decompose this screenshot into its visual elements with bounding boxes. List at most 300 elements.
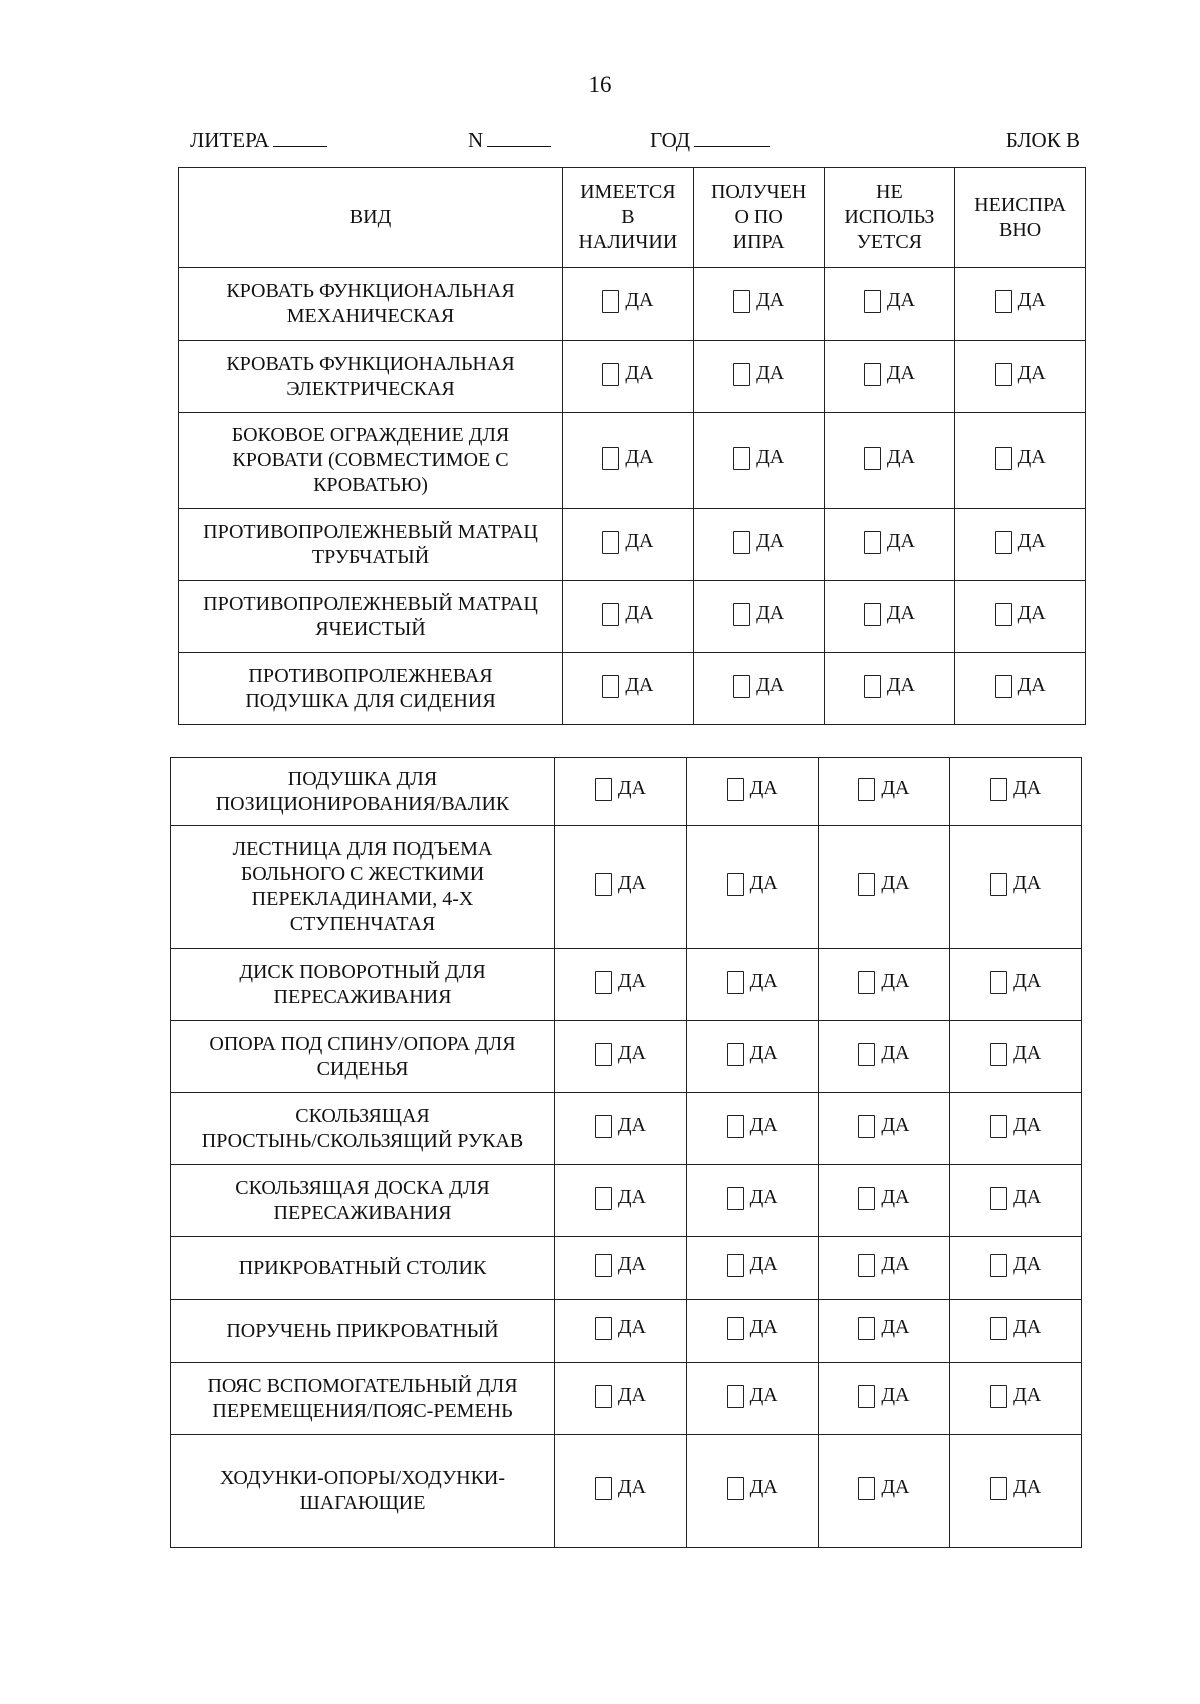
checkbox-square-icon[interactable] [595,1385,612,1408]
litera-blank[interactable] [273,128,327,147]
table-row [171,1363,1082,1435]
cell-available [563,581,694,653]
checkbox-received-ipra[interactable] [727,1113,778,1138]
table-row [179,268,1086,341]
checkbox-not-used[interactable] [864,445,915,470]
checkbox-available[interactable] [595,1475,646,1500]
equipment-table-1 [178,167,1086,725]
checkbox-not-used[interactable] [858,1315,909,1340]
cell-available [555,949,687,1021]
checkbox-not-used[interactable] [864,361,915,386]
checkbox-square-icon[interactable] [864,290,881,313]
cell-faulty [950,1021,1082,1093]
cell-not-used [824,581,955,653]
checkbox-available[interactable] [595,969,646,994]
checkbox-label: ДА [749,776,778,799]
checkbox-faulty[interactable] [990,1185,1041,1210]
equipment-name: ПРОТИВОПРОЛЕЖНЕВЫЙ МАТРАЦ ЯЧЕИСТЫЙ [179,581,563,653]
checkbox-square-icon[interactable] [995,447,1012,470]
checkbox-received-ipra[interactable] [733,529,784,554]
checkbox-received-ipra[interactable] [727,1041,778,1066]
checkbox-not-used[interactable] [864,601,915,626]
column-header-available: ИМЕЕТСЯ В НАЛИЧИИ [563,168,694,268]
checkbox-square-icon[interactable] [595,1317,612,1340]
cell-received-ipra [686,1165,818,1237]
checkbox-faulty[interactable] [990,1252,1041,1277]
checkbox-label: ДА [881,969,910,992]
checkbox-square-icon[interactable] [733,675,750,698]
checkbox-received-ipra[interactable] [727,1252,778,1277]
checkbox-label: ДА [1013,1383,1042,1406]
cell-faulty [950,1300,1082,1363]
litera-label: ЛИТЕРА [190,128,270,152]
number-blank[interactable] [487,128,551,147]
cell-faulty [950,949,1082,1021]
checkbox-label: ДА [617,1316,646,1338]
cell-received-ipra [693,653,824,725]
checkbox-square-icon[interactable] [727,1254,744,1277]
checkbox-label: ДА [1013,1253,1042,1275]
cell-received-ipra [693,581,824,653]
cell-available [555,1237,687,1300]
checkbox-label: ДА [749,1316,778,1338]
cell-faulty [955,581,1086,653]
checkbox-faulty[interactable] [995,673,1046,698]
checkbox-label: ДА [1017,529,1046,552]
checkbox-faulty[interactable] [990,969,1041,994]
cell-available [555,758,687,826]
cell-available [555,826,687,949]
checkbox-label: ДА [886,445,915,468]
table-row [171,826,1082,949]
table-row [171,949,1082,1021]
number-label: N [468,128,484,152]
checkbox-label: ДА [749,969,778,992]
table-header-row [179,168,1086,268]
checkbox-label: ДА [1017,601,1046,624]
cell-not-used [818,1021,950,1093]
checkbox-label: ДА [886,289,915,311]
checkbox-label: ДА [881,776,910,799]
checkbox-label: ДА [617,776,646,799]
table-row [171,1435,1082,1548]
checkbox-square-icon[interactable] [995,363,1012,386]
column-header-vid: ВИД [179,168,563,268]
cell-not-used [818,1300,950,1363]
checkbox-square-icon[interactable] [727,1477,744,1500]
cell-available [555,1300,687,1363]
cell-faulty [950,1363,1082,1435]
number-field[interactable] [468,128,551,153]
cell-available [563,268,694,341]
cell-faulty [955,268,1086,341]
checkbox-not-used[interactable] [858,1041,909,1066]
checkbox-label: ДА [617,1383,646,1406]
equipment-name: КРОВАТЬ ФУНКЦИОНАЛЬНАЯ МЕХАНИЧЕСКАЯ [179,268,563,341]
equipment-name: СКОЛЬЗЯЩАЯ ПРОСТЫНЬ/СКОЛЬЗЯЩИЙ РУКАВ [171,1093,555,1165]
checkbox-label: ДА [749,1113,778,1136]
checkbox-square-icon[interactable] [733,531,750,554]
checkbox-received-ipra[interactable] [727,871,778,896]
cell-received-ipra [686,758,818,826]
checkbox-label: ДА [881,1185,910,1208]
cell-not-used [818,1435,950,1548]
checkbox-received-ipra[interactable] [727,1475,778,1500]
checkbox-label: ДА [1013,872,1042,894]
checkbox-square-icon[interactable] [733,363,750,386]
checkbox-faulty[interactable] [995,445,1046,470]
checkbox-label: ДА [1013,1113,1042,1136]
checkbox-label: ДА [756,445,785,468]
checkbox-label: ДА [625,361,654,384]
checkbox-square-icon[interactable] [595,778,612,801]
checkbox-available[interactable] [602,361,653,386]
checkbox-label: ДА [625,673,654,696]
checkbox-received-ipra[interactable] [733,673,784,698]
checkbox-faulty[interactable] [995,361,1046,386]
checkbox-label: ДА [886,601,915,624]
checkbox-square-icon[interactable] [990,1043,1007,1066]
checkbox-available[interactable] [595,1041,646,1066]
checkbox-label: ДА [1017,361,1046,384]
checkbox-not-used[interactable] [858,1383,909,1408]
table-row [171,758,1082,826]
checkbox-received-ipra[interactable] [733,445,784,470]
checkbox-square-icon[interactable] [733,290,750,313]
cell-not-used [824,653,955,725]
checkbox-square-icon[interactable] [733,447,750,470]
cell-available [555,1021,687,1093]
checkbox-received-ipra[interactable] [733,361,784,386]
checkbox-received-ipra[interactable] [733,601,784,626]
cell-received-ipra [686,1363,818,1435]
cell-received-ipra [693,413,824,509]
equipment-name: ХОДУНКИ-ОПОРЫ/ХОДУНКИ- ШАГАЮЩИЕ [171,1435,555,1548]
cell-received-ipra [693,268,824,341]
cell-faulty [950,1093,1082,1165]
checkbox-label: ДА [756,289,785,311]
checkbox-square-icon[interactable] [602,675,619,698]
checkbox-square-icon[interactable] [727,971,744,994]
checkbox-label: ДА [881,1476,910,1498]
checkbox-square-icon[interactable] [864,603,881,626]
checkbox-available[interactable] [595,776,646,801]
checkbox-not-used[interactable] [864,288,915,313]
year-blank[interactable] [694,128,770,147]
checkbox-square-icon[interactable] [595,1043,612,1066]
checkbox-label: ДА [1017,445,1046,468]
checkbox-square-icon[interactable] [864,531,881,554]
checkbox-label: ДА [881,1041,910,1064]
column-header-faulty: НЕИСПРА ВНО [955,168,1086,268]
checkbox-square-icon[interactable] [858,971,875,994]
column-header-received-ipra: ПОЛУЧЕН О ПО ИПРА [693,168,824,268]
table-row [171,1300,1082,1363]
checkbox-received-ipra[interactable] [727,1185,778,1210]
checkbox-square-icon[interactable] [864,675,881,698]
cell-available [555,1363,687,1435]
checkbox-square-icon[interactable] [727,873,744,896]
checkbox-not-used[interactable] [858,1475,909,1500]
checkbox-label: ДА [886,529,915,552]
checkbox-square-icon[interactable] [733,603,750,626]
checkbox-square-icon[interactable] [602,447,619,470]
equipment-name: СКОЛЬЗЯЩАЯ ДОСКА ДЛЯ ПЕРЕСАЖИВАНИЯ [171,1165,555,1237]
checkbox-square-icon[interactable] [858,1043,875,1066]
checkbox-square-icon[interactable] [595,1477,612,1500]
checkbox-faulty[interactable] [990,1383,1041,1408]
equipment-name: ПОЯС ВСПОМОГАТЕЛЬНЫЙ ДЛЯ ПЕРЕМЕЩЕНИЯ/ПОЯС-РЕМЕНЬ [171,1363,555,1435]
checkbox-label: ДА [881,1316,910,1338]
checkbox-available[interactable] [595,871,646,896]
checkbox-square-icon[interactable] [990,1254,1007,1277]
checkbox-square-icon[interactable] [727,1115,744,1138]
checkbox-label: ДА [625,601,654,624]
cell-available [563,413,694,509]
checkbox-received-ipra[interactable] [727,1315,778,1340]
checkbox-square-icon[interactable] [858,1254,875,1277]
checkbox-label: ДА [756,361,785,384]
checkbox-label: ДА [1013,1041,1042,1064]
checkbox-not-used[interactable] [864,529,915,554]
checkbox-label: ДА [617,872,646,894]
checkbox-not-used[interactable] [858,969,909,994]
checkbox-label: ДА [749,1253,778,1275]
checkbox-label: ДА [756,673,785,696]
checkbox-available[interactable] [595,1383,646,1408]
cell-faulty [955,653,1086,725]
cell-received-ipra [686,1237,818,1300]
table-row [171,1093,1082,1165]
cell-available [555,1093,687,1165]
checkbox-faulty[interactable] [990,1315,1041,1340]
equipment-name: ДИСК ПОВОРОТНЫЙ ДЛЯ ПЕРЕСАЖИВАНИЯ [171,949,555,1021]
checkbox-faulty[interactable] [990,871,1041,896]
cell-not-used [818,1363,950,1435]
cell-received-ipra [686,1300,818,1363]
checkbox-faulty[interactable] [995,529,1046,554]
table-row [179,509,1086,581]
checkbox-square-icon[interactable] [864,363,881,386]
checkbox-square-icon[interactable] [602,603,619,626]
cell-available [555,1435,687,1548]
checkbox-square-icon[interactable] [990,1115,1007,1138]
checkbox-label: ДА [617,1185,646,1208]
checkbox-label: ДА [756,601,785,624]
checkbox-square-icon[interactable] [858,1187,875,1210]
checkbox-square-icon[interactable] [995,531,1012,554]
checkbox-square-icon[interactable] [602,363,619,386]
checkbox-available[interactable] [602,673,653,698]
checkbox-square-icon[interactable] [727,1317,744,1340]
checkbox-square-icon[interactable] [727,1187,744,1210]
equipment-name: ПОРУЧЕНЬ ПРИКРОВАТНЫЙ [171,1300,555,1363]
equipment-name: ПРОТИВОПРОЛЕЖНЕВЫЙ МАТРАЦ ТРУБЧАТЫЙ [179,509,563,581]
checkbox-label: ДА [617,1041,646,1064]
checkbox-square-icon[interactable] [995,675,1012,698]
checkbox-square-icon[interactable] [990,971,1007,994]
checkbox-square-icon[interactable] [858,1477,875,1500]
checkbox-label: ДА [1017,673,1046,696]
checkbox-square-icon[interactable] [858,778,875,801]
litera-field[interactable] [190,128,327,153]
checkbox-square-icon[interactable] [727,778,744,801]
checkbox-label: ДА [1013,1316,1042,1338]
checkbox-square-icon[interactable] [727,1043,744,1066]
cell-not-used [818,1237,950,1300]
checkbox-label: ДА [625,445,654,468]
checkbox-not-used[interactable] [864,673,915,698]
checkbox-available[interactable] [595,1252,646,1277]
cell-available [563,509,694,581]
checkbox-not-used[interactable] [858,871,909,896]
cell-not-used [824,509,955,581]
cell-faulty [955,509,1086,581]
cell-faulty [955,413,1086,509]
year-field[interactable] [650,128,770,153]
checkbox-label: ДА [881,1253,910,1275]
cell-received-ipra [686,1093,818,1165]
checkbox-label: ДА [886,673,915,696]
year-label: ГОД [650,128,691,152]
checkbox-faulty[interactable] [990,1475,1041,1500]
checkbox-label: ДА [1013,1476,1042,1498]
checkbox-square-icon[interactable] [602,531,619,554]
block-label: БЛОК В [1005,128,1080,152]
checkbox-available[interactable] [602,601,653,626]
checkbox-not-used[interactable] [858,1185,909,1210]
cell-not-used [818,949,950,1021]
checkbox-label: ДА [1013,1185,1042,1208]
cell-not-used [824,341,955,413]
checkbox-faulty[interactable] [995,601,1046,626]
table-row [179,341,1086,413]
checkbox-not-used[interactable] [858,1252,909,1277]
checkbox-label: ДА [886,361,915,384]
checkbox-label: ДА [617,1113,646,1136]
checkbox-square-icon[interactable] [858,873,875,896]
checkbox-square-icon[interactable] [602,290,619,313]
checkbox-received-ipra[interactable] [727,1383,778,1408]
checkbox-not-used[interactable] [858,776,909,801]
checkbox-label: ДА [881,872,910,894]
equipment-name: ПРИКРОВАТНЫЙ СТОЛИК [171,1237,555,1300]
page-number: 16 [588,72,612,97]
column-header-not-used: НЕ ИСПОЛЬЗ УЕТСЯ [824,168,955,268]
checkbox-square-icon[interactable] [990,1187,1007,1210]
cell-faulty [950,1165,1082,1237]
cell-available [563,341,694,413]
checkbox-square-icon[interactable] [595,1254,612,1277]
checkbox-available[interactable] [595,1315,646,1340]
equipment-name: КРОВАТЬ ФУНКЦИОНАЛЬНАЯ ЭЛЕКТРИЧЕСКАЯ [179,341,563,413]
table-row [179,413,1086,509]
checkbox-label: ДА [625,289,654,311]
checkbox-label: ДА [749,1185,778,1208]
checkbox-square-icon[interactable] [990,1385,1007,1408]
checkbox-not-used[interactable] [858,1113,909,1138]
cell-not-used [818,1165,950,1237]
table-row [171,1021,1082,1093]
cell-received-ipra [686,1021,818,1093]
checkbox-label: ДА [617,969,646,992]
checkbox-faulty[interactable] [995,288,1046,313]
equipment-table-2 [170,757,1082,1548]
form-header [190,128,1080,160]
cell-received-ipra [693,509,824,581]
checkbox-square-icon[interactable] [858,1115,875,1138]
checkbox-available[interactable] [595,1185,646,1210]
checkbox-square-icon[interactable] [727,1385,744,1408]
checkbox-square-icon[interactable] [858,1385,875,1408]
checkbox-faulty[interactable] [990,1113,1041,1138]
equipment-name: ПРОТИВОПРОЛЕЖНЕВАЯ ПОДУШКА ДЛЯ СИДЕНИЯ [179,653,563,725]
checkbox-available[interactable] [602,445,653,470]
checkbox-square-icon[interactable] [990,1477,1007,1500]
checkbox-square-icon[interactable] [995,603,1012,626]
checkbox-faulty[interactable] [990,776,1041,801]
checkbox-label: ДА [617,1476,646,1498]
checkbox-label: ДА [749,1041,778,1064]
cell-faulty [950,826,1082,949]
checkbox-square-icon[interactable] [858,1317,875,1340]
checkbox-square-icon[interactable] [990,778,1007,801]
checkbox-square-icon[interactable] [990,873,1007,896]
equipment-name: ОПОРА ПОД СПИНУ/ОПОРА ДЛЯ СИДЕНЬЯ [171,1021,555,1093]
checkbox-received-ipra[interactable] [727,969,778,994]
checkbox-square-icon[interactable] [595,873,612,896]
checkbox-square-icon[interactable] [864,447,881,470]
checkbox-received-ipra[interactable] [733,288,784,313]
checkbox-square-icon[interactable] [595,1115,612,1138]
table-row [179,653,1086,725]
checkbox-label: ДА [881,1383,910,1406]
checkbox-label: ДА [749,872,778,894]
table-row [171,1237,1082,1300]
checkbox-available[interactable] [602,288,653,313]
checkbox-available[interactable] [595,1113,646,1138]
checkbox-square-icon[interactable] [595,971,612,994]
cell-available [555,1165,687,1237]
cell-received-ipra [686,826,818,949]
checkbox-faulty[interactable] [990,1041,1041,1066]
cell-received-ipra [693,341,824,413]
cell-not-used [824,413,955,509]
cell-not-used [818,758,950,826]
checkbox-square-icon[interactable] [990,1317,1007,1340]
equipment-name: ПОДУШКА ДЛЯ ПОЗИЦИОНИРОВАНИЯ/ВАЛИК [171,758,555,826]
checkbox-square-icon[interactable] [995,290,1012,313]
cell-faulty [950,1435,1082,1548]
cell-not-used [818,1093,950,1165]
checkbox-label: ДА [1017,289,1046,311]
cell-not-used [824,268,955,341]
checkbox-label: ДА [749,1383,778,1406]
equipment-name: БОКОВОЕ ОГРАЖДЕНИЕ ДЛЯ КРОВАТИ (СОВМЕСТИМОЕ С КРОВАТЬЮ) [179,413,563,509]
checkbox-label: ДА [749,1476,778,1498]
checkbox-label: ДА [625,529,654,552]
equipment-name: ЛЕСТНИЦА ДЛЯ ПОДЪЕМА БОЛЬНОГО С ЖЕСТКИМИ ПЕРЕКЛАДИНАМИ, 4-Х СТУПЕНЧАТАЯ [171,826,555,949]
checkbox-label: ДА [1013,776,1042,799]
table-row [171,1165,1082,1237]
cell-faulty [955,341,1086,413]
cell-available [563,653,694,725]
checkbox-available[interactable] [602,529,653,554]
cell-received-ipra [686,949,818,1021]
checkbox-received-ipra[interactable] [727,776,778,801]
checkbox-label: ДА [617,1253,646,1275]
checkbox-square-icon[interactable] [595,1187,612,1210]
